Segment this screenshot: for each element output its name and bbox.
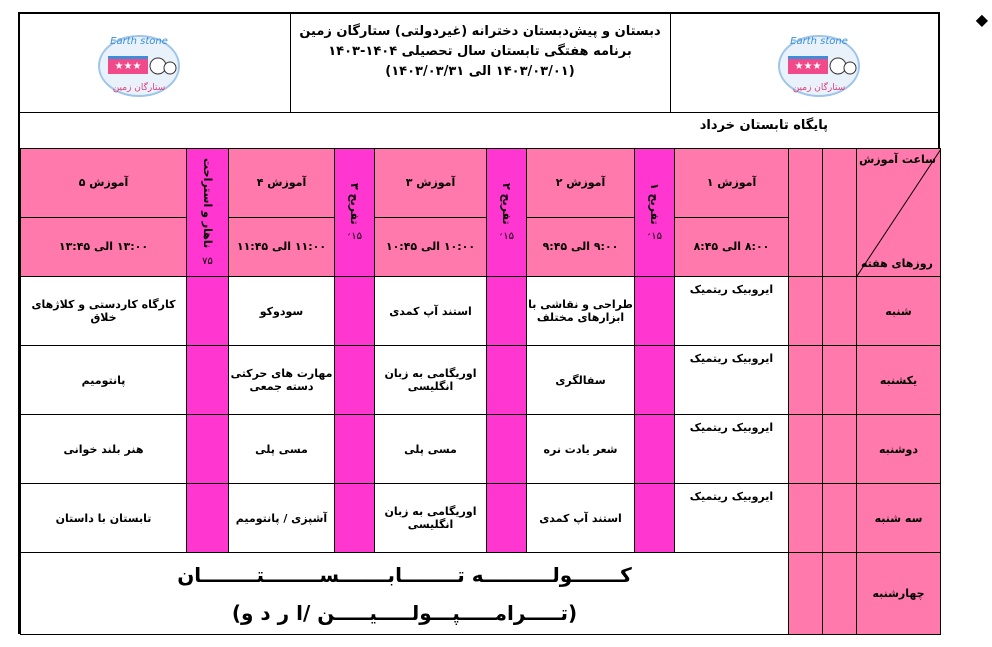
blank-cell bbox=[823, 277, 857, 346]
blank-cell bbox=[823, 553, 857, 635]
blank-col-2 bbox=[789, 149, 823, 277]
wednesday-line2: (تـــــرامـــــپـــولـــــیـــــن /ا ر د و) bbox=[231, 600, 578, 625]
blank-col-1 bbox=[823, 149, 857, 277]
svg-text:★★★: ★★★ bbox=[794, 61, 822, 72]
school-logo-right bbox=[760, 22, 878, 102]
lunch-duration: ۷۵ bbox=[202, 255, 213, 267]
break-cell bbox=[335, 277, 375, 346]
break-cell bbox=[635, 277, 675, 346]
logo-text-top: Earth stone bbox=[110, 36, 168, 47]
blank-cell bbox=[789, 553, 823, 635]
day-cell: یکشنبه bbox=[857, 346, 941, 415]
edu2-time: ۹:۰۰ الی ۹:۴۵ bbox=[527, 217, 635, 276]
edu1-header: آموزش ۱ bbox=[675, 149, 789, 218]
break1-label: تفریح ۱ bbox=[648, 182, 661, 225]
activity-cell: ایروبیک ریتمیک bbox=[675, 346, 789, 415]
schedule-table bbox=[20, 148, 941, 635]
activity-cell: هنر بلند خوانی bbox=[21, 415, 187, 484]
edu5-header: آموزش ۵ bbox=[21, 149, 187, 218]
table-row bbox=[21, 346, 941, 415]
activity-cell: ایروبیک ریتمیک bbox=[675, 484, 789, 553]
activity-cell: ایروبیک ریتمیک bbox=[675, 415, 789, 484]
day-cell: دوشنبه bbox=[857, 415, 941, 484]
edu3-time: ۱۰:۰۰ الی ۱۰:۴۵ bbox=[375, 217, 487, 276]
corner-top-label: ساعت آموزش bbox=[859, 153, 936, 166]
corner-cell bbox=[857, 149, 941, 277]
blank-cell bbox=[823, 484, 857, 553]
program-title: برنامه هفتگی تابستان سال تحصیلی ۱۴۰۴-۱۴۰۳ bbox=[328, 44, 632, 59]
day-cell: شنبه bbox=[857, 277, 941, 346]
activity-cell: استند آپ کمدی bbox=[375, 277, 487, 346]
break1-header bbox=[635, 149, 675, 277]
blank-cell bbox=[789, 484, 823, 553]
wednesday-event-cell bbox=[21, 553, 789, 635]
activity-cell: سفالگری bbox=[527, 346, 635, 415]
svg-text:★★★: ★★★ bbox=[114, 61, 142, 72]
school-name: دبستان و پیش‌دبستان دخترانه (غیردولتی) ستارگان زمین bbox=[299, 24, 661, 39]
edu1-time: ۸:۰۰ الی ۸:۴۵ bbox=[675, 217, 789, 276]
activity-cell: مهارت های حرکتی دسته جمعی bbox=[229, 346, 335, 415]
activity-cell: کارگاه کاردستی و کلاژهای خلاق bbox=[21, 277, 187, 346]
activity-cell: سودوکو bbox=[229, 277, 335, 346]
logo-text-bottom: ستارگان زمین bbox=[792, 83, 846, 93]
break-cell bbox=[635, 346, 675, 415]
break3-duration: ۱۵׳ bbox=[347, 231, 362, 243]
blank-cell bbox=[823, 415, 857, 484]
activity-cell: آشپزی / پانتومیم bbox=[229, 484, 335, 553]
activity-cell: ایروبیک ریتمیک bbox=[675, 277, 789, 346]
activity-cell: اوریگامی به زبان انگلیسی bbox=[375, 484, 487, 553]
break2-duration: ۱۵׳ bbox=[499, 231, 514, 243]
schedule-frame bbox=[18, 12, 940, 634]
edu4-time: ۱۱:۰۰ الی ۱۱:۴۵ bbox=[229, 217, 335, 276]
table-row bbox=[21, 553, 941, 635]
table-row bbox=[21, 415, 941, 484]
activity-cell: پانتومیم bbox=[21, 346, 187, 415]
break-cell bbox=[487, 415, 527, 484]
break2-header bbox=[487, 149, 527, 277]
header bbox=[20, 14, 938, 112]
break-cell bbox=[487, 346, 527, 415]
edu2-header: آموزش ۲ bbox=[527, 149, 635, 218]
day-cell: چهارشنبه bbox=[857, 553, 941, 635]
break-cell bbox=[335, 346, 375, 415]
break3-header bbox=[335, 149, 375, 277]
break1-duration: ۱۵׳ bbox=[647, 231, 662, 243]
break-cell bbox=[335, 484, 375, 553]
break-cell bbox=[187, 277, 229, 346]
logo-text-bottom: ستارگان زمین bbox=[112, 83, 166, 93]
table-row bbox=[21, 484, 941, 553]
school-logo-left bbox=[80, 22, 198, 102]
break-cell bbox=[635, 484, 675, 553]
activity-cell: مسی پلی bbox=[375, 415, 487, 484]
title-block bbox=[292, 22, 668, 82]
wednesday-line1: کـــــــولــــــــــه تــــــــابـــــــســــــــتــــــــان bbox=[177, 562, 632, 587]
blank-cell bbox=[823, 346, 857, 415]
activity-cell: تابستان با داستان bbox=[21, 484, 187, 553]
subtitle: پایگاه تابستان خرداد bbox=[699, 118, 828, 133]
break-cell bbox=[335, 415, 375, 484]
break3-label: تفریح ۳ bbox=[348, 182, 361, 225]
break-cell bbox=[487, 484, 527, 553]
blank-cell bbox=[789, 415, 823, 484]
break-cell bbox=[487, 277, 527, 346]
edu3-header: آموزش ۳ bbox=[375, 149, 487, 218]
scroll-arrow-icon[interactable]: ◆ bbox=[975, 10, 988, 29]
activity-cell: شعر یادت نره bbox=[527, 415, 635, 484]
date-range: (۱۴۰۳/۰۳/۰۱ الی ۱۴۰۳/۰۳/۳۱) bbox=[385, 64, 575, 79]
break-cell bbox=[187, 415, 229, 484]
lunch-label: ناهار و استراحت bbox=[201, 158, 214, 249]
table-row bbox=[21, 277, 941, 346]
lunch-header bbox=[187, 149, 229, 277]
day-cell: سه شنبه bbox=[857, 484, 941, 553]
break-cell bbox=[635, 415, 675, 484]
break-cell bbox=[187, 484, 229, 553]
activity-cell: طراحی و نقاشی با ابزارهای مختلف bbox=[527, 277, 635, 346]
blank-cell bbox=[789, 277, 823, 346]
activity-cell: استند آپ کمدی bbox=[527, 484, 635, 553]
blank-cell bbox=[789, 346, 823, 415]
edu4-header: آموزش ۴ bbox=[229, 149, 335, 218]
edu5-time: ۱۳:۰۰ الی ۱۳:۴۵ bbox=[21, 217, 187, 276]
break2-label: تفریح ۲ bbox=[500, 182, 513, 225]
break-cell bbox=[187, 346, 229, 415]
logo-text-top: Earth stone bbox=[790, 36, 848, 47]
activity-cell: اوریگامی به زبان انگلیسی bbox=[375, 346, 487, 415]
activity-cell: مسی پلی bbox=[229, 415, 335, 484]
corner-bottom-label: روزهای هفته bbox=[861, 257, 933, 270]
